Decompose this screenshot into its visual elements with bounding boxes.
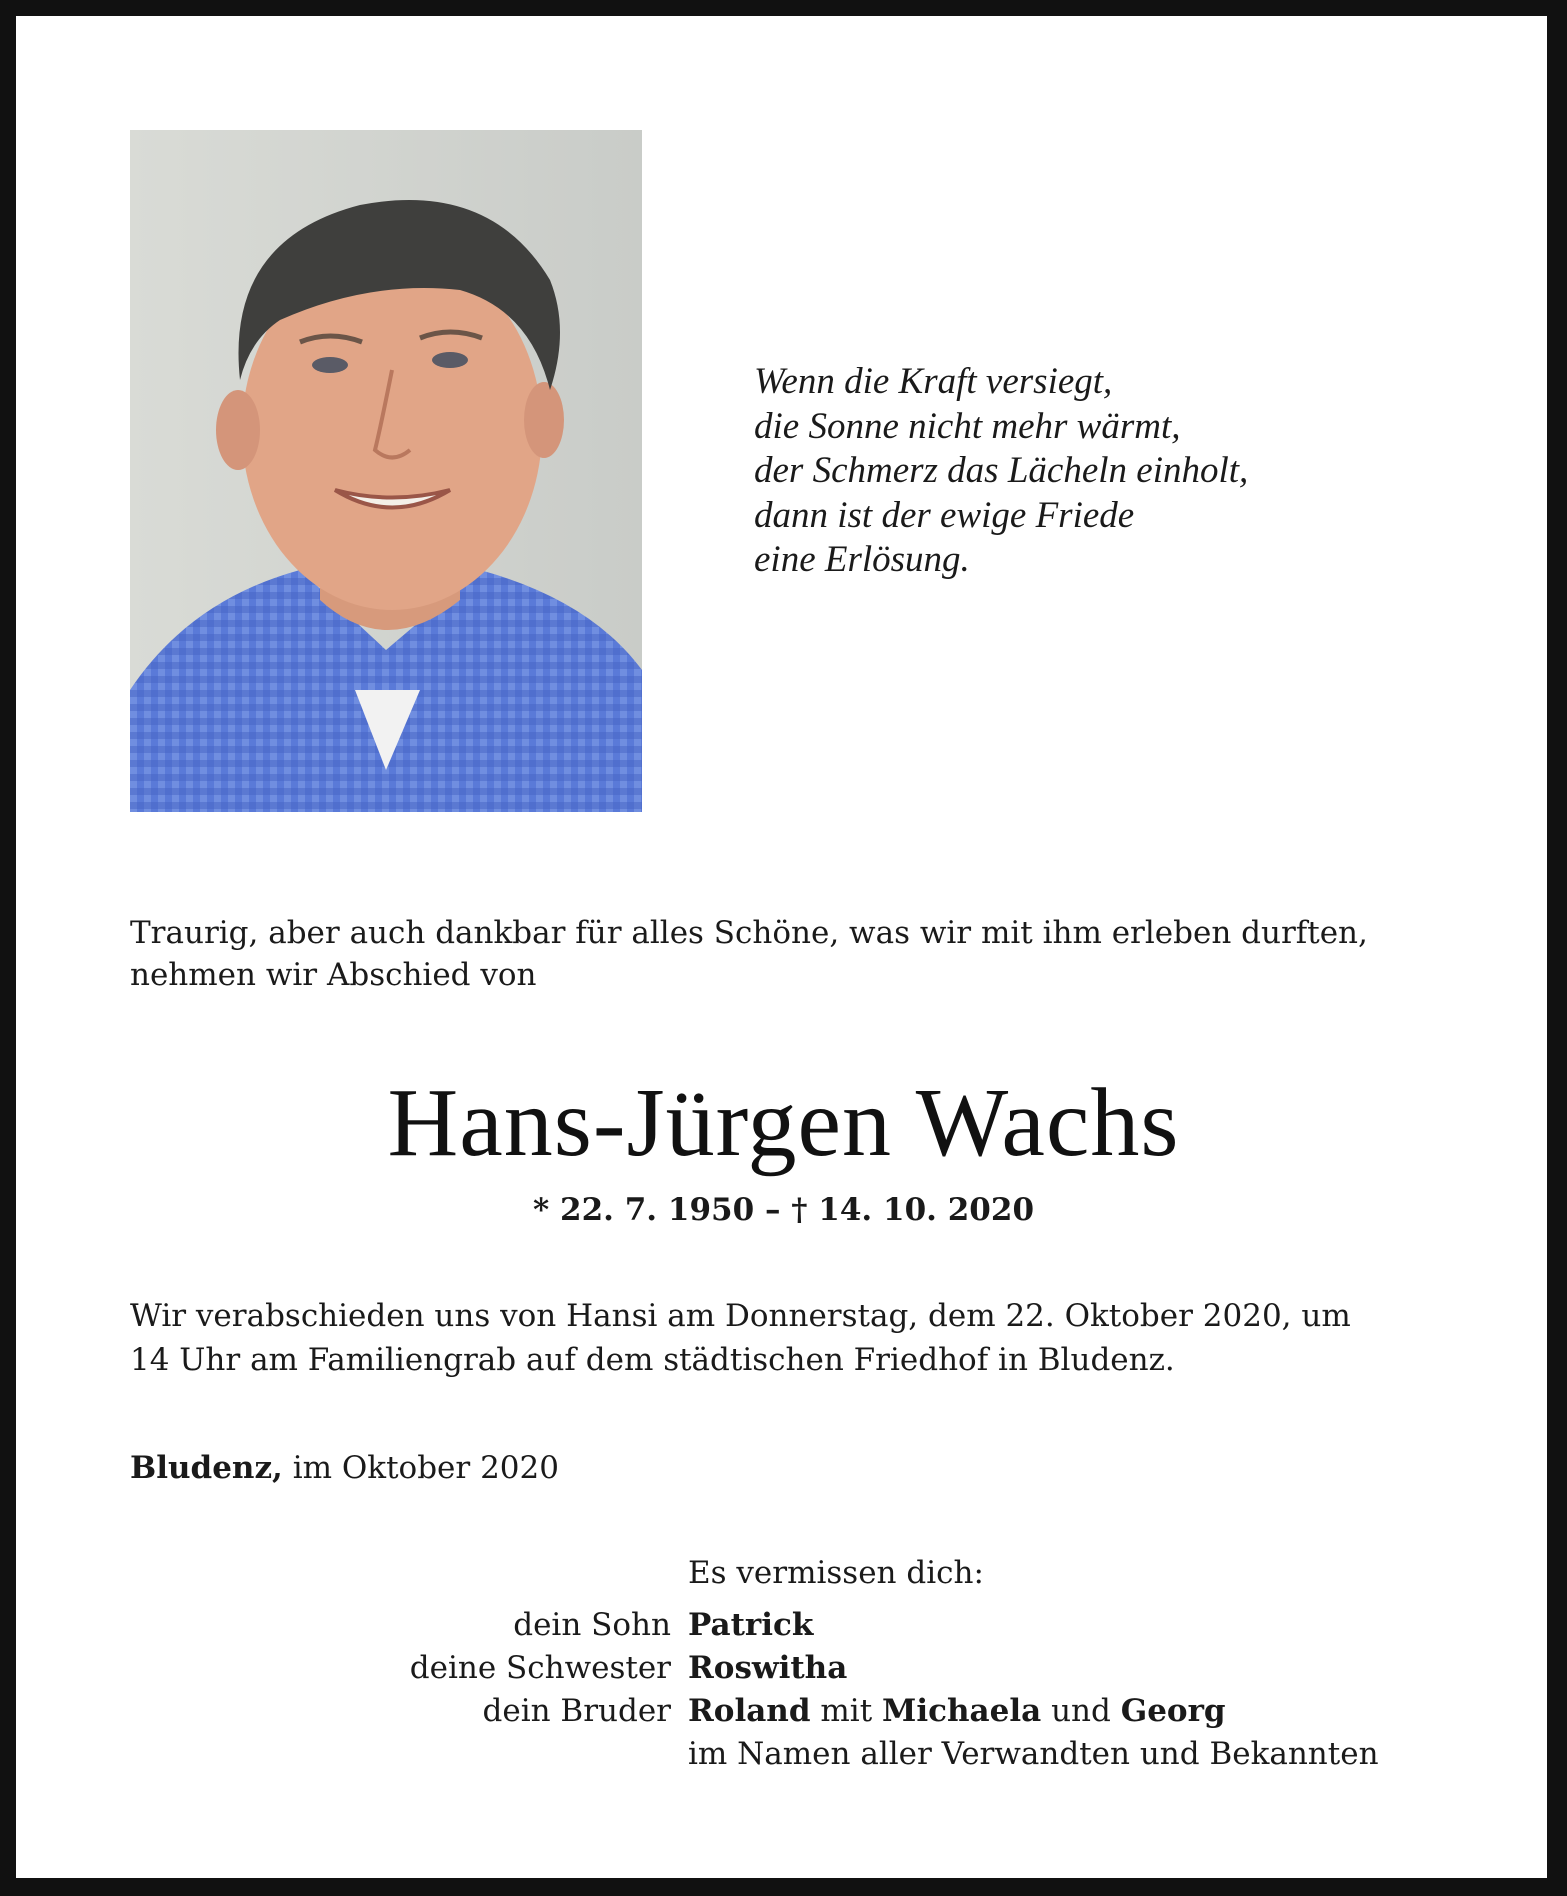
intro-line: Traurig, aber auch dankbar für alles Schöne, was wir mit ihm erleben durften, bbox=[130, 915, 1368, 951]
life-dates bbox=[0, 1190, 1567, 1230]
poem-line: Wenn die Kraft versiegt, bbox=[754, 361, 1113, 402]
poem-line: die Sonne nicht mehr wärmt, bbox=[754, 405, 1181, 447]
place-city: Bludenz, bbox=[130, 1450, 283, 1486]
deceased-name: Hans-Jürgen Wachs bbox=[387, 1069, 1180, 1177]
death-symbol: † bbox=[791, 1192, 808, 1228]
mourner-row bbox=[0, 1690, 1567, 1733]
mourner-relation: deine Schwester bbox=[409, 1650, 671, 1686]
mourner-row bbox=[0, 1733, 1567, 1776]
portrait-photo bbox=[130, 130, 642, 812]
place-and-date bbox=[130, 1446, 559, 1490]
mourner-name: Georg bbox=[1120, 1693, 1226, 1729]
mourner-relation: dein Sohn bbox=[513, 1607, 671, 1643]
mourner-names bbox=[688, 1604, 813, 1647]
portrait-illustration bbox=[130, 130, 642, 812]
death-date: 14. 10. 2020 bbox=[818, 1192, 1035, 1228]
mourners-closing: im Namen aller Verwandten und Bekannten bbox=[688, 1736, 1379, 1772]
mourner-names bbox=[688, 1690, 1226, 1733]
place-date: im Oktober 2020 bbox=[292, 1450, 559, 1486]
birth-date: 22. 7. 1950 bbox=[560, 1192, 755, 1228]
mourners-heading: Es vermissen dich: bbox=[688, 1555, 984, 1591]
poem bbox=[754, 360, 1434, 583]
date-separator: – bbox=[764, 1192, 781, 1228]
intro-line: nehmen wir Abschied von bbox=[130, 957, 537, 993]
mourner-row bbox=[0, 1647, 1567, 1690]
birth-symbol: * bbox=[532, 1192, 550, 1228]
intro-text bbox=[130, 912, 1460, 996]
mourner-name: Michaela bbox=[882, 1693, 1042, 1729]
poem-line: der Schmerz das Lächeln einholt, bbox=[754, 450, 1249, 491]
mourner-relation: dein Bruder bbox=[482, 1693, 671, 1729]
funeral-line: Wir verabschieden uns von Hansi am Donnerstag, dem 22. Oktober 2020, um bbox=[130, 1298, 1351, 1334]
mourner-name: Roswitha bbox=[688, 1650, 848, 1686]
mourner-names bbox=[688, 1647, 847, 1690]
funeral-line: 14 Uhr am Familiengrab auf dem städtischen Friedhof in Bludenz. bbox=[130, 1342, 1175, 1378]
poem-line: dann ist der ewige Friede bbox=[754, 494, 1135, 536]
mourner-conjunction: und bbox=[1051, 1693, 1111, 1729]
mourner-row bbox=[0, 1604, 1567, 1647]
poem-line: eine Erlösung. bbox=[754, 539, 970, 580]
mourner-name: Roland bbox=[688, 1693, 811, 1729]
funeral-info bbox=[130, 1294, 1460, 1382]
mourner-conjunction: mit bbox=[820, 1693, 873, 1729]
mourner-name: Patrick bbox=[688, 1607, 814, 1643]
